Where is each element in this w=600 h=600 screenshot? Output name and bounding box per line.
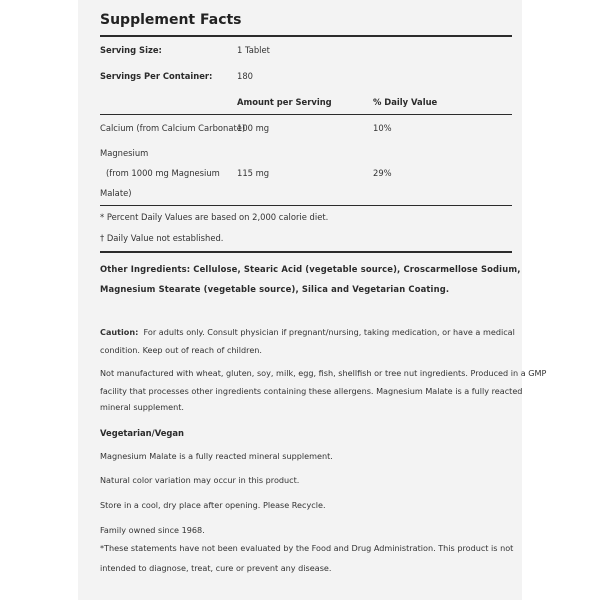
daily-value-header: % Daily Value <box>373 97 438 107</box>
nutrient-name-calcium: Calcium (from Calcium Carbonate) <box>100 123 246 133</box>
caution-line2: condition. Keep out of reach of children. <box>100 345 263 355</box>
dagger-footnote: † Daily Value not established. <box>100 233 224 243</box>
color-note: Natural color variation may occur in this product. <box>100 475 300 485</box>
allergen-line1: Not manufactured with wheat, gluten, soy, milk, egg, fish, shellfish or tree nut ingredients. Produced in a GMP <box>100 368 547 378</box>
caution-label: Caution: <box>100 327 139 337</box>
storage-note: Store in a cool, dry place after opening. Please Recycle. <box>100 500 326 510</box>
nutrient-amount-magnesium: 115 mg <box>237 168 270 178</box>
allergen-line3: mineral supplement. <box>100 402 184 412</box>
fda-disclaimer-line2: intended to diagnose, treat, cure or prevent any disease. <box>100 563 332 573</box>
family-note: Family owned since 1968. <box>100 525 205 535</box>
allergen-line2: facility that processes other ingredients containing these allergens. Magnesium Malate is a fully reacted <box>100 386 523 396</box>
header-rule <box>100 114 512 115</box>
fda-disclaimer-line1: *These statements have not been evaluated by the Food and Drug Administration. This product is not <box>100 543 514 553</box>
footnote-rule <box>100 251 512 253</box>
other-ingredients-line1: Other Ingredients: Cellulose, Stearic Acid (vegetable source), Croscarmellose Sodium, <box>100 264 521 274</box>
servings-per-container-label: Servings Per Container: <box>100 71 213 81</box>
caution-text-line1: For adults only. Consult physician if pregnant/nursing, taking medication, or have a medical <box>143 327 515 337</box>
malate-note: Magnesium Malate is a fully reacted mineral supplement. <box>100 451 333 461</box>
nutrient-name-magnesium-malate: Malate) <box>100 188 132 198</box>
nutrient-name-magnesium-source: (from 1000 mg Magnesium <box>106 168 220 178</box>
vegetarian-heading: Vegetarian/Vegan <box>100 428 185 438</box>
amount-per-serving-header: Amount per Serving <box>237 97 332 107</box>
supplement-facts-title: Supplement Facts <box>100 12 242 28</box>
caution-line1 <box>100 324 515 341</box>
nutrient-amount-calcium: 100 mg <box>237 123 270 133</box>
servings-per-container-value: 180 <box>237 71 253 81</box>
other-ingredients-line2: Magnesium Stearate (vegetable source), Silica and Vegetarian Coating. <box>100 284 450 294</box>
nutrient-name-magnesium: Magnesium <box>100 148 149 158</box>
nutrient-dv-calcium: 10% <box>373 123 392 133</box>
percent-daily-footnote: * Percent Daily Values are based on 2,000 calorie diet. <box>100 212 329 222</box>
serving-size-value: 1 Tablet <box>237 45 270 55</box>
nutrients-rule <box>100 205 512 206</box>
title-rule <box>100 35 512 37</box>
nutrient-dv-magnesium: 29% <box>373 168 392 178</box>
serving-size-label: Serving Size: <box>100 45 162 55</box>
